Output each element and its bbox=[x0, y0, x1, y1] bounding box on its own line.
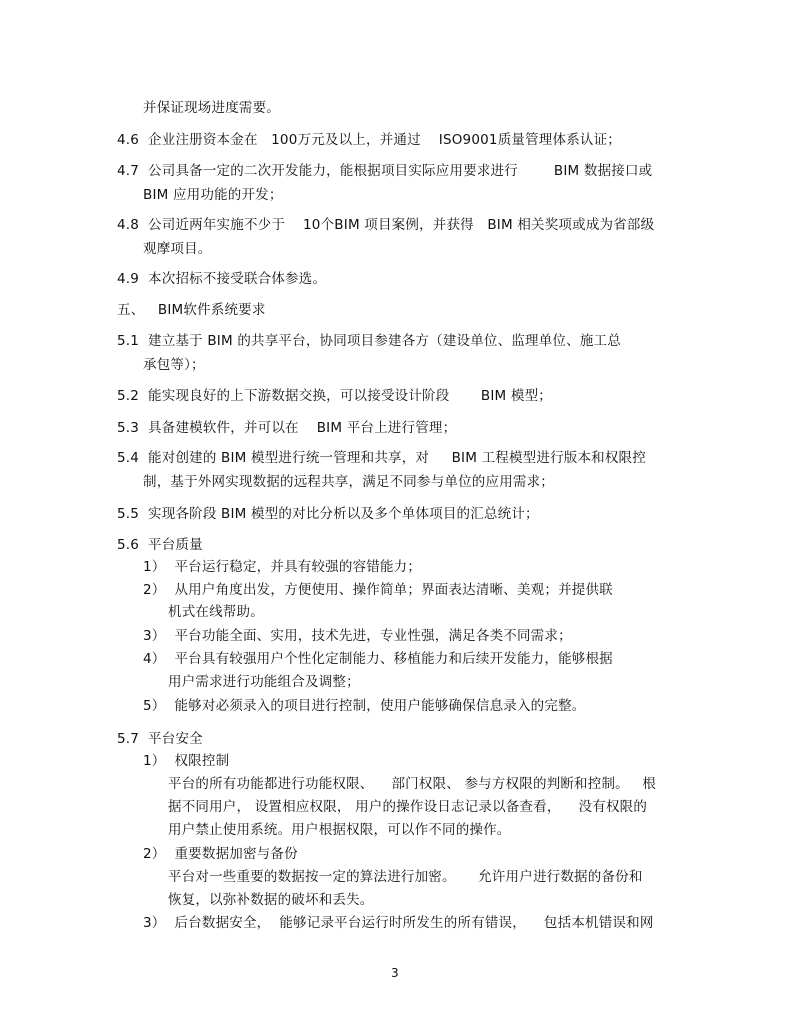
text-line: 并保证现场进度需要。 bbox=[143, 100, 280, 116]
page-number: 3 bbox=[391, 966, 399, 980]
text-line: 5.2 能实现良好的上下游数据交换，可以接受设计阶段 BIM 模型； bbox=[117, 388, 552, 404]
text-line: 制，基于外网实现数据的远程共享，满足不同参与单位的应用需求； bbox=[143, 474, 554, 490]
list-item: 1） 平台运行稳定，并具有较强的容错能力； bbox=[143, 559, 422, 575]
text-line: 据不同用户， 设置相应权限， 用户的操作设日志记录以备查看， 没有权限的 bbox=[168, 799, 648, 815]
list-item: 3） 平台功能全面、实用，技术先进，专业性强，满足各类不同需求； bbox=[143, 628, 572, 644]
text-line: 恢复，以弥补数据的破坏和丢失。 bbox=[168, 892, 374, 908]
text-line: 5.4 能对创建的 BIM 模型进行统一管理和共享，对 BIM 工程模型进行版本和权限控 bbox=[117, 450, 646, 466]
section-heading: 五、 BIM软件系统要求 bbox=[117, 302, 266, 318]
text-line: 用户需求进行功能组合及调整； bbox=[168, 674, 360, 690]
text-line: 平台的所有功能都进行功能权限、 部门权限、 参与方权限的判断和控制。 根 bbox=[168, 776, 657, 792]
text-line: 4.7 公司具备一定的二次开发能力，能根据项目实际应用要求进行 BIM 数据接口或 bbox=[117, 163, 653, 179]
list-item: 2） 从用户角度出发，方便使用、操作简单；界面表达清晰、美观；并提供联 bbox=[143, 582, 613, 598]
list-item: 3） 后台数据安全， 能够记录平台运行时所发生的所有错误， 包括本机错误和网 bbox=[143, 915, 654, 931]
list-item: 5） 能够对必须录入的项目进行控制，使用户能够确保信息录入的完整。 bbox=[143, 698, 586, 714]
text-line: 承包等）； bbox=[143, 357, 205, 373]
text-line: 5.5 实现各阶段 BIM 模型的对比分析以及多个单体项目的汇总统计； bbox=[117, 506, 539, 522]
text-line: 4.8 公司近两年实施不少于 10个BIM 项目案例，并获得 BIM 相关奖项或成为省部级 bbox=[117, 217, 655, 233]
text-line: 平台对一些重要的数据按一定的算法进行加密。 允许用户进行数据的备份和 bbox=[168, 869, 643, 885]
text-line: 5.3 具备建模软件，并可以在 BIM 平台上进行管理； bbox=[117, 420, 457, 436]
text-line: 用户禁止使用系统。用户根据权限，可以作不同的操作。 bbox=[168, 822, 511, 838]
list-item: 4） 平台具有较强用户个性化定制能力、移植能力和后续开发能力，能够根据 bbox=[143, 651, 613, 667]
text-line: 4.9 本次招标不接受联合体参选。 bbox=[117, 271, 327, 287]
text-line: 5.7 平台安全 bbox=[117, 731, 203, 747]
text-line: 4.6 企业注册资本金在 100万元及以上，并通过 ISO9001质量管理体系认证； bbox=[117, 132, 621, 148]
list-item: 2） 重要数据加密与备份 bbox=[143, 846, 298, 862]
list-item: 1） 权限控制 bbox=[143, 753, 230, 769]
text-line: 机式在线帮助。 bbox=[168, 604, 264, 620]
text-line: 观摩项目。 bbox=[143, 241, 212, 257]
text-line: BIM 应用功能的开发； bbox=[143, 187, 283, 203]
text-line: 5.6 平台质量 bbox=[117, 537, 203, 553]
text-line: 5.1 建立基于 BIM 的共享平台，协同项目参建各方（建设单位、监理单位、施工总 bbox=[117, 333, 621, 349]
